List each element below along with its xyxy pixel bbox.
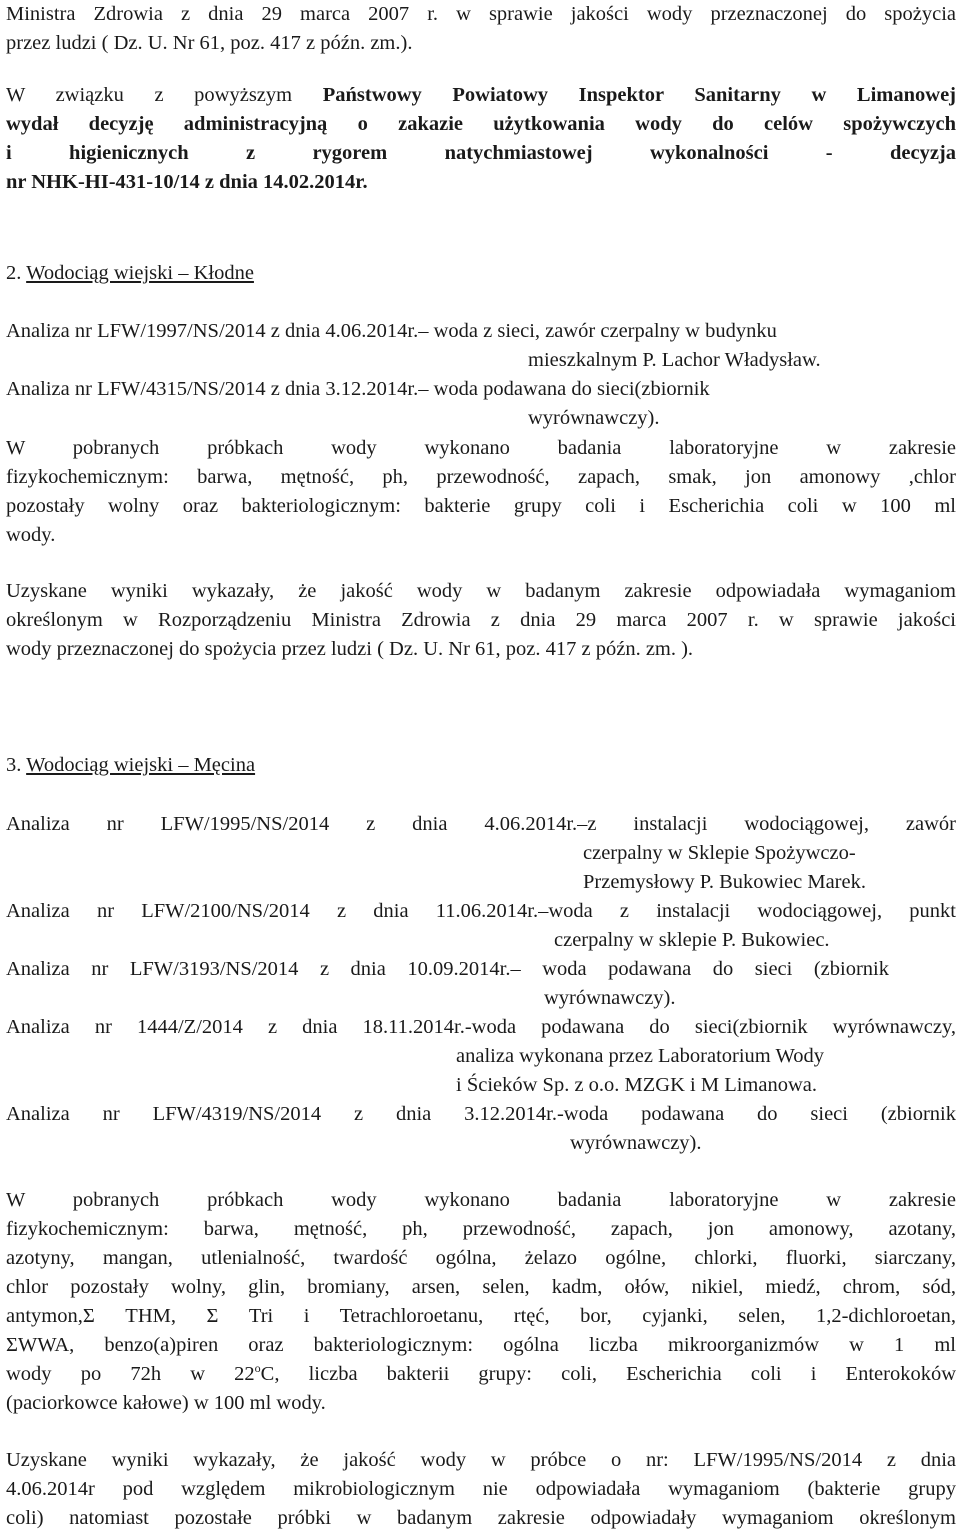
text-line: Uzyskane wyniki wykazały, że jakość wody w badanym zakresie odpowiadała wymaganiom xyxy=(6,580,956,602)
text-line: wody. xyxy=(6,524,56,546)
text-line: W pobranych próbkach wody wykonano badania laboratoryjne w zakresie xyxy=(6,1189,956,1211)
section-number: 3. xyxy=(6,754,27,776)
text-fragment: C, liczba bakterii grupy: coli, Escherichia coli i Enterokoków xyxy=(260,1363,957,1385)
intro-continuation xyxy=(6,0,956,58)
analysis-line: czerpalny w Sklepie Spożywczo- xyxy=(583,842,856,864)
text-line: fizykochemicznym: barwa, mętność, ph, przewodność, zapach, smak, jon amonowy ,chlor xyxy=(6,466,956,488)
text-fragment: wody po 72h w 22 xyxy=(6,1363,255,1385)
analysis-line: wyrównawczy). xyxy=(570,1132,702,1154)
section-2-heading xyxy=(6,259,956,288)
section-title: Wodociąg wiejski – Kłodne xyxy=(26,262,254,284)
section-2-paragraph-1 xyxy=(6,434,956,550)
analysis-line: Przemysłowy P. Bukowiec Marek. xyxy=(583,871,866,893)
analysis-line: czerpalny w sklepie P. Bukowiec. xyxy=(554,929,830,951)
analysis-line: Analiza nr LFW/2100/NS/2014 z dnia 11.06.2014r.–woda z instalacji wodociągowej, punkt xyxy=(6,900,956,922)
decision-paragraph xyxy=(6,81,956,197)
analysis-line: Analiza nr LFW/3193/NS/2014 z dnia 10.09.2014r.– woda podawana do sieci (zbiornik xyxy=(6,958,889,980)
text-line: przez ludzi ( Dz. U. Nr 61, poz. 417 z późn. zm.). xyxy=(6,32,413,54)
text-line: (paciorkowce kałowe) w 100 ml wody. xyxy=(6,1392,326,1414)
section-number: 2. xyxy=(6,262,27,284)
analysis-line: Analiza nr LFW/4319/NS/2014 z dnia 3.12.2014r.-woda podawana do sieci (zbiornik xyxy=(6,1103,956,1125)
text-line: wody przeznaczonej do spożycia przez ludzi ( Dz. U. Nr 61, poz. 417 z późn. zm. ). xyxy=(6,638,694,660)
text-line: coli) natomiast pozostałe próbki w badanym zakresie odpowiadały wymaganiom określonym xyxy=(6,1507,956,1529)
section-2-analyses xyxy=(6,317,956,433)
analysis-line: Analiza nr LFW/1997/NS/2014 z dnia 4.06.2014r.– woda z sieci, zawór czerpalny w budynku xyxy=(6,320,777,342)
inspector-name: Państwowy Powiatowy Inspektor Sanitarny w Limanowej xyxy=(322,84,956,106)
text-line: nr NHK-HI-431-10/14 z dnia 14.02.2014r. xyxy=(6,171,368,193)
text-line: Uzyskane wyniki wykazały, że jakość wody w próbce o nr: LFW/1995/NS/2014 z dnia xyxy=(6,1449,956,1471)
analysis-line: i Ścieków Sp. z o.o. MZGK i M Limanowa. xyxy=(456,1074,817,1096)
text-line: Ministra Zdrowia z dnia 29 marca 2007 r. w sprawie jakości wody przeznaczonej do spożycia xyxy=(6,3,956,25)
text-line: ΣWWA, benzo(a)piren oraz bakteriologicznym: ogólna liczba mikroorganizmów w 1 ml xyxy=(6,1334,956,1356)
text-line: 4.06.2014r pod względem mikrobiologicznym nie odpowiadała wymaganiom (bakterie grupy xyxy=(6,1478,956,1500)
analysis-line: Analiza nr 1444/Z/2014 z dnia 18.11.2014r.-woda podawana do sieci(zbiornik wyrównawczy, xyxy=(6,1016,956,1038)
text-line xyxy=(6,1360,956,1389)
section-3-paragraph-2 xyxy=(6,1446,956,1533)
text-line: chlor pozostały wolny, glin, bromiany, arsen, selen, kadm, ołów, nikiel, miedź, chrom, sód, xyxy=(6,1276,956,1298)
section-2-paragraph-2 xyxy=(6,577,956,664)
section-3-paragraph-1 xyxy=(6,1186,956,1418)
section-3-analyses xyxy=(6,810,956,1158)
text-line: antymon,Σ THM, Σ Tri i Tetrachloroetanu, rtęć, bor, cyjanki, selen, 1,2-dichloroetan, xyxy=(6,1305,956,1327)
text-line: W pobranych próbkach wody wykonano badania laboratoryjne w zakresie xyxy=(6,437,956,459)
text-line: i higienicznych z rygorem natychmiastowej wykonalności - decyzja xyxy=(6,142,956,164)
text-line: pozostały wolny oraz bakteriologicznym: bakterie grupy coli i Escherichia coli w 100 ml xyxy=(6,495,956,517)
text-line: określonym w Rozporządzeniu Ministra Zdrowia z dnia 29 marca 2007 r. w sprawie jakości xyxy=(6,609,956,631)
analysis-line: Analiza nr LFW/1995/NS/2014 z dnia 4.06.2014r.–z instalacji wodociągowej, zawór xyxy=(6,813,956,835)
text-fragment: W związku z powyższym xyxy=(6,84,323,106)
analysis-line: Analiza nr LFW/4315/NS/2014 z dnia 3.12.2014r.– woda podawana do sieci(zbiornik xyxy=(6,378,710,400)
section-3-heading xyxy=(6,751,956,780)
analysis-line: wyrównawczy). xyxy=(528,407,660,429)
analysis-line: wyrównawczy). xyxy=(544,987,676,1009)
text-line: wydał decyzję administracyjną o zakazie użytkowania wody do celów spożywczych xyxy=(6,113,956,135)
text-line xyxy=(6,81,956,110)
text-line: fizykochemicznym: barwa, mętność, ph, przewodność, zapach, jon amonowy, azotany, xyxy=(6,1218,956,1240)
text-line: azotyny, mangan, utlenialność, twardość ogólna, żelazo ogólne, chlorki, fluorki, siarczany, xyxy=(6,1247,956,1269)
degree-superscript: o xyxy=(254,1361,261,1375)
analysis-line: mieszkalnym P. Lachor Władysław. xyxy=(528,349,821,371)
analysis-line: analiza wykonana przez Laboratorium Wody xyxy=(456,1045,824,1067)
section-title: Wodociąg wiejski – Męcina xyxy=(26,754,256,776)
